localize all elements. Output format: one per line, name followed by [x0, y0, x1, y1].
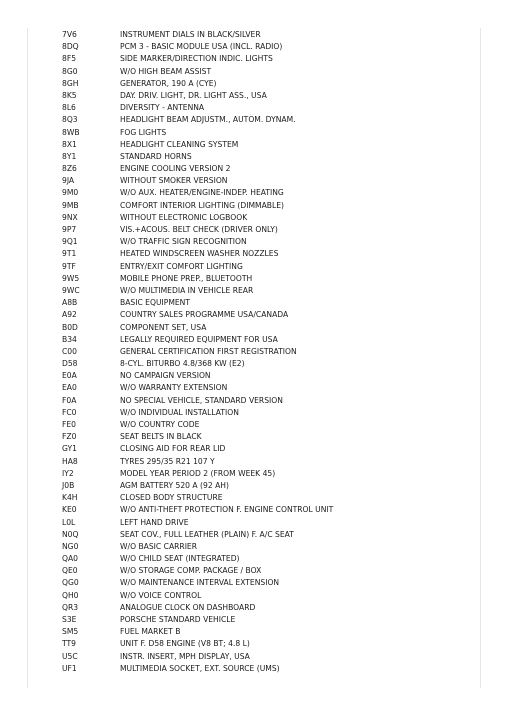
option-code: F0A — [62, 395, 77, 405]
option-row — [62, 577, 482, 589]
option-description: ENTRY/EXIT COMFORT LIGHTING — [120, 261, 243, 271]
option-code: 9Q1 — [62, 237, 78, 247]
option-description: PCM 3 - BASIC MODULE USA (INCL. RADIO) — [120, 42, 283, 52]
option-code: 8Z6 — [62, 164, 77, 174]
option-row — [62, 346, 482, 358]
option-description: STANDARD HORNS — [120, 151, 192, 161]
option-description: W/O COUNTRY CODE — [120, 420, 200, 429]
option-row — [62, 614, 482, 626]
option-code: QE0 — [62, 566, 78, 576]
option-code: 9MB — [62, 200, 79, 210]
option-row — [62, 565, 482, 577]
option-row — [62, 443, 482, 455]
option-description: MOBILE PHONE PREP., BLUETOOTH — [120, 273, 253, 283]
option-description: CLOSED BODY STRUCTURE — [120, 493, 223, 503]
option-code: 8X1 — [62, 139, 77, 149]
option-row — [62, 431, 482, 443]
option-row — [62, 114, 482, 126]
option-row — [62, 224, 482, 236]
option-description: W/O INDIVIDUAL INSTALLATION — [120, 407, 239, 417]
option-description: UNIT F. D58 ENGINE (V8 BT; 4.8 L) — [120, 639, 250, 649]
option-description: COUNTRY SALES PROGRAMME USA/CANADA — [120, 310, 289, 320]
option-description: DIVERSITY - ANTENNA — [120, 103, 205, 113]
option-description: VIS.+ACOUS. BELT CHECK (DRIVER ONLY) — [120, 225, 278, 234]
option-description: PORSCHE STANDARD VEHICLE — [120, 615, 236, 624]
option-description: SEAT COV., FULL LEATHER (PLAIN) F. A/C SEAT — [120, 529, 294, 539]
option-row — [62, 66, 482, 78]
option-row — [62, 663, 482, 675]
option-row — [62, 626, 482, 638]
option-code: 8G0 — [62, 66, 78, 76]
option-row — [62, 248, 482, 260]
option-row — [62, 517, 482, 529]
option-description: ANALOGUE CLOCK ON DASHBOARD — [120, 602, 256, 612]
option-row — [62, 273, 482, 285]
option-code: 8WB — [62, 127, 80, 137]
option-description: HEADLIGHT BEAM ADJUSTM., AUTOM. DYNAM. — [120, 115, 296, 125]
option-row — [62, 492, 482, 504]
option-code: 9P7 — [62, 225, 77, 234]
option-description: 8-CYL. BITURBO 4.8/368 KW (E2) — [120, 359, 245, 369]
option-code: A92 — [62, 310, 77, 320]
option-code: TT9 — [62, 639, 76, 649]
option-description: W/O WARRANTY EXTENSION — [120, 383, 228, 393]
option-description: W/O MULTIMEDIA IN VEHICLE REAR — [120, 285, 254, 295]
option-code: 9W5 — [62, 273, 80, 283]
option-row — [62, 139, 482, 151]
option-row — [62, 90, 482, 102]
option-row — [62, 200, 482, 212]
option-description: MULTIMEDIA SOCKET, EXT. SOURCE (UMS) — [120, 663, 280, 673]
option-code: QA0 — [62, 554, 79, 564]
option-row — [62, 638, 482, 650]
option-description: W/O STORAGE COMP. PACKAGE / BOX — [120, 566, 262, 576]
option-description: GENERAL CERTIFICATION FIRST REGISTRATION — [120, 346, 297, 356]
option-row — [62, 504, 482, 516]
option-row — [62, 529, 482, 541]
option-code: FZ0 — [62, 432, 77, 442]
option-description: W/O HIGH BEAM ASSIST — [120, 66, 212, 76]
option-code: U5C — [62, 651, 78, 661]
option-description: BASIC EQUIPMENT — [120, 298, 191, 308]
option-code: 7V6 — [62, 30, 77, 39]
option-description: COMPONENT SET, USA — [120, 322, 207, 332]
option-description: INSTR. INSERT, MPH DISPLAY, USA — [120, 651, 250, 661]
option-code: 9NX — [62, 212, 78, 222]
option-description: SIDE MARKER/DIRECTION INDIC. LIGHTS — [120, 54, 273, 64]
option-code: 9JA — [62, 176, 75, 186]
option-code: 8GH — [62, 78, 79, 88]
option-row — [62, 480, 482, 492]
option-row — [62, 419, 482, 431]
option-description: HEATED WINDSCREEN WASHER NOZZLES — [120, 249, 279, 259]
option-row — [62, 651, 482, 663]
option-code: QG0 — [62, 578, 79, 588]
option-description: HEADLIGHT CLEANING SYSTEM — [120, 139, 239, 149]
option-description: FUEL MARKET B — [120, 627, 181, 637]
option-row — [62, 407, 482, 419]
option-description: W/O CHILD SEAT (INTEGRATED) — [120, 554, 240, 564]
option-row — [62, 602, 482, 614]
option-description: TYRES 295/35 R21 107 Y — [120, 456, 215, 466]
option-code: 8K5 — [62, 90, 77, 100]
option-description: WITHOUT ELECTRONIC LOGBOOK — [120, 212, 248, 222]
option-row — [62, 370, 482, 382]
option-description: W/O MAINTENANCE INTERVAL EXTENSION — [120, 578, 280, 588]
option-row — [62, 358, 482, 370]
option-description: FOG LIGHTS — [120, 127, 167, 137]
option-row — [62, 41, 482, 53]
option-description: GENERATOR, 190 A (CYE) — [120, 78, 217, 88]
option-row — [62, 212, 482, 224]
option-code: FC0 — [62, 407, 77, 417]
option-code: L0L — [62, 517, 76, 527]
option-row — [62, 297, 482, 309]
option-code: K4H — [62, 493, 78, 503]
option-code: EA0 — [62, 383, 77, 393]
option-code: 8DQ — [62, 42, 79, 52]
option-description: NO CAMPAIGN VERSION — [120, 371, 211, 381]
option-code: KE0 — [62, 505, 77, 515]
option-description: COMFORT INTERIOR LIGHTING (DIMMABLE) — [120, 200, 284, 210]
option-description: W/O VOICE CONTROL — [120, 590, 202, 600]
option-code: J0B — [62, 480, 75, 490]
option-row — [62, 151, 482, 163]
option-code: 9WC — [62, 285, 80, 295]
option-row — [62, 334, 482, 346]
option-description: SEAT BELTS IN BLACK — [120, 432, 202, 442]
option-description: INSTRUMENT DIALS IN BLACK/SILVER — [120, 30, 261, 39]
option-code: FE0 — [62, 420, 76, 429]
option-row — [62, 127, 482, 139]
option-row — [62, 187, 482, 199]
option-code: C00 — [62, 346, 77, 356]
option-description: W/O BASIC CARRIER — [120, 541, 198, 551]
option-row — [62, 382, 482, 394]
option-description: NO SPECIAL VEHICLE, STANDARD VERSION — [120, 395, 283, 405]
option-description: W/O ANTI-THEFT PROTECTION F. ENGINE CONTROL UNIT — [120, 505, 334, 515]
option-code: NG0 — [62, 541, 79, 551]
option-row — [62, 456, 482, 468]
option-code: HA8 — [62, 456, 78, 466]
option-code: D58 — [62, 359, 78, 369]
option-description: MODEL YEAR PERIOD 2 (FROM WEEK 45) — [120, 468, 276, 478]
option-row — [62, 590, 482, 602]
option-row — [62, 163, 482, 175]
option-code: N0Q — [62, 529, 79, 539]
option-row — [62, 309, 482, 321]
option-description: WITHOUT SMOKER VERSION — [120, 176, 228, 186]
option-row — [62, 175, 482, 187]
option-description: LEGALLY REQUIRED EQUIPMENT FOR USA — [120, 334, 278, 344]
option-code: 8Q3 — [62, 115, 78, 125]
option-code: B0D — [62, 322, 78, 332]
option-row — [62, 78, 482, 90]
option-row — [62, 29, 482, 41]
option-description: DAY. DRIV. LIGHT, DR. LIGHT ASS., USA — [120, 90, 267, 100]
option-row — [62, 468, 482, 480]
option-row — [62, 553, 482, 565]
option-description: CLOSING AID FOR REAR LID — [120, 444, 226, 454]
option-row — [62, 53, 482, 65]
option-code-list — [62, 29, 482, 675]
option-code: A8B — [62, 298, 78, 308]
option-code: 8Y1 — [62, 151, 77, 161]
option-row — [62, 541, 482, 553]
option-code: SM5 — [62, 627, 79, 637]
option-row — [62, 395, 482, 407]
option-row — [62, 322, 482, 334]
option-description: LEFT HAND DRIVE — [120, 517, 189, 527]
option-code: GY1 — [62, 444, 77, 454]
option-description: AGM BATTERY 520 A (92 AH) — [120, 480, 229, 490]
option-code: 8L6 — [62, 103, 76, 113]
option-code: B34 — [62, 334, 77, 344]
option-row — [62, 261, 482, 273]
option-description: ENGINE COOLING VERSION 2 — [120, 164, 231, 174]
option-code: E0A — [62, 371, 77, 381]
option-code: S3E — [62, 615, 77, 624]
option-description: W/O TRAFFIC SIGN RECOGNITION — [120, 237, 247, 247]
option-code: QR3 — [62, 602, 79, 612]
option-code: QH0 — [62, 590, 79, 600]
option-row — [62, 236, 482, 248]
option-row — [62, 102, 482, 114]
option-code: UF1 — [62, 663, 77, 673]
option-description: W/O AUX. HEATER/ENGINE-INDEP. HEATING — [120, 188, 284, 198]
option-code: 9M0 — [62, 188, 79, 198]
option-row — [62, 285, 482, 297]
option-code: 9T1 — [62, 249, 77, 259]
option-code: 8F5 — [62, 54, 77, 64]
option-code: IY2 — [62, 468, 74, 478]
option-code: 9TF — [62, 261, 76, 271]
